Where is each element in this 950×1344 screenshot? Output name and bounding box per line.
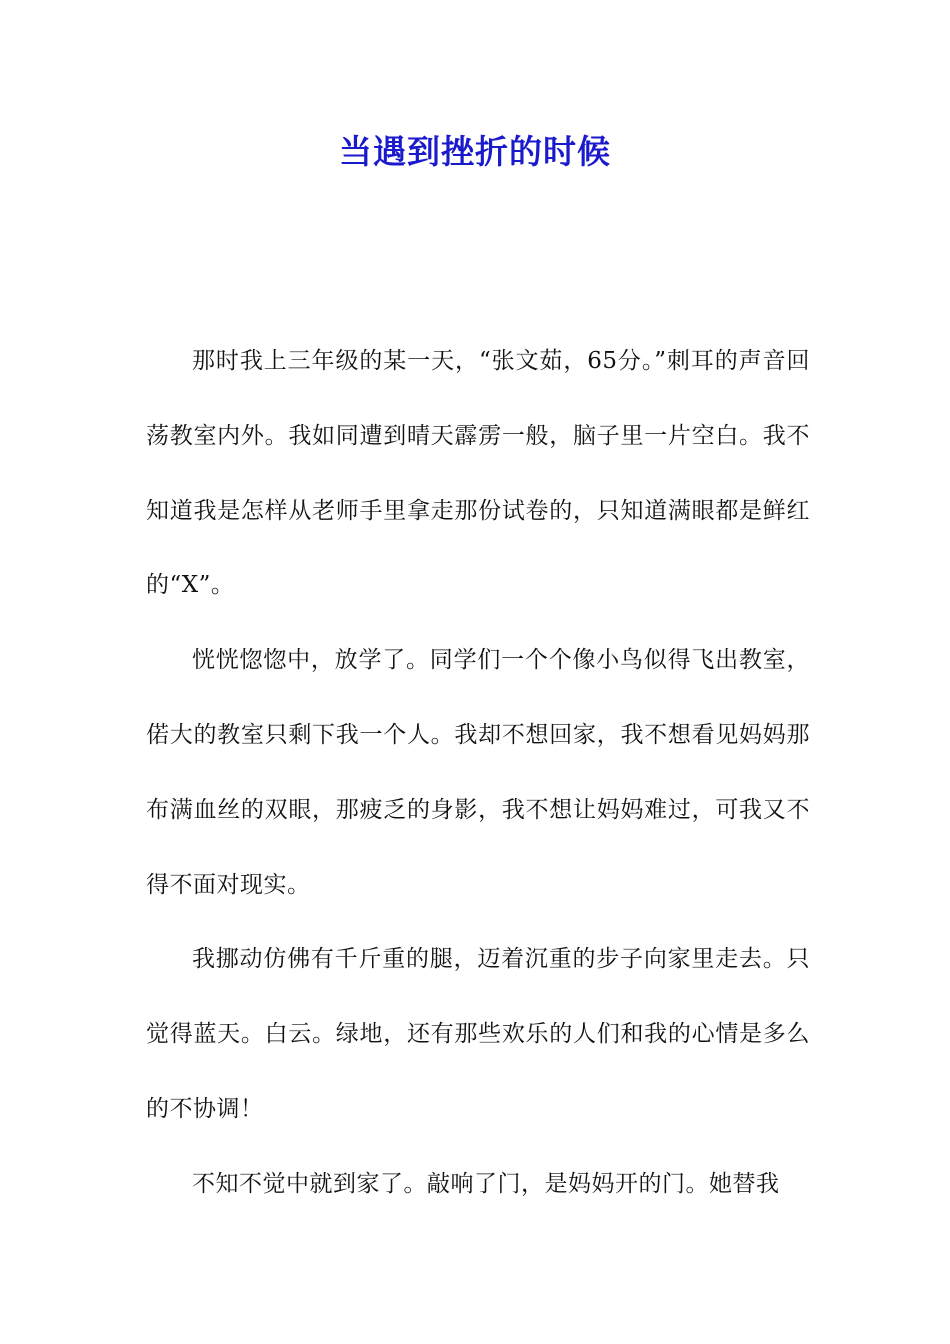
document-title: 当遇到挫折的时候	[339, 132, 611, 171]
paragraph-1: 那时我上三年级的某一天，“张文茹，65分。”刺耳的声音回荡教室内外。我如同遭到晴天霹雳一般，脑子里一片空白。我不知道我是怎样从老师手里拿走那份试卷的，只知道满眼都是鲜红的“X”。	[146, 348, 810, 599]
document-body	[146, 324, 810, 1222]
paragraph-4: 不知不觉中就到家了。敲响了门，是妈妈开的门。她替我	[192, 1170, 780, 1197]
paragraph-3: 我挪动仿佛有千斤重的腿，迈着沉重的步子向家里走去。只觉得蓝天。白云。绿地，还有那些欢乐的人们和我的心情是多么的不协调！	[146, 946, 810, 1122]
paragraph-2: 恍恍惚惚中，放学了。同学们一个个像小鸟似得飞出教室，偌大的教室只剩下我一个人。我却不想回家，我不想看见妈妈那布满血丝的双眼，那疲乏的身影，我不想让妈妈难过，可我又不得不面对现实。	[146, 647, 810, 898]
